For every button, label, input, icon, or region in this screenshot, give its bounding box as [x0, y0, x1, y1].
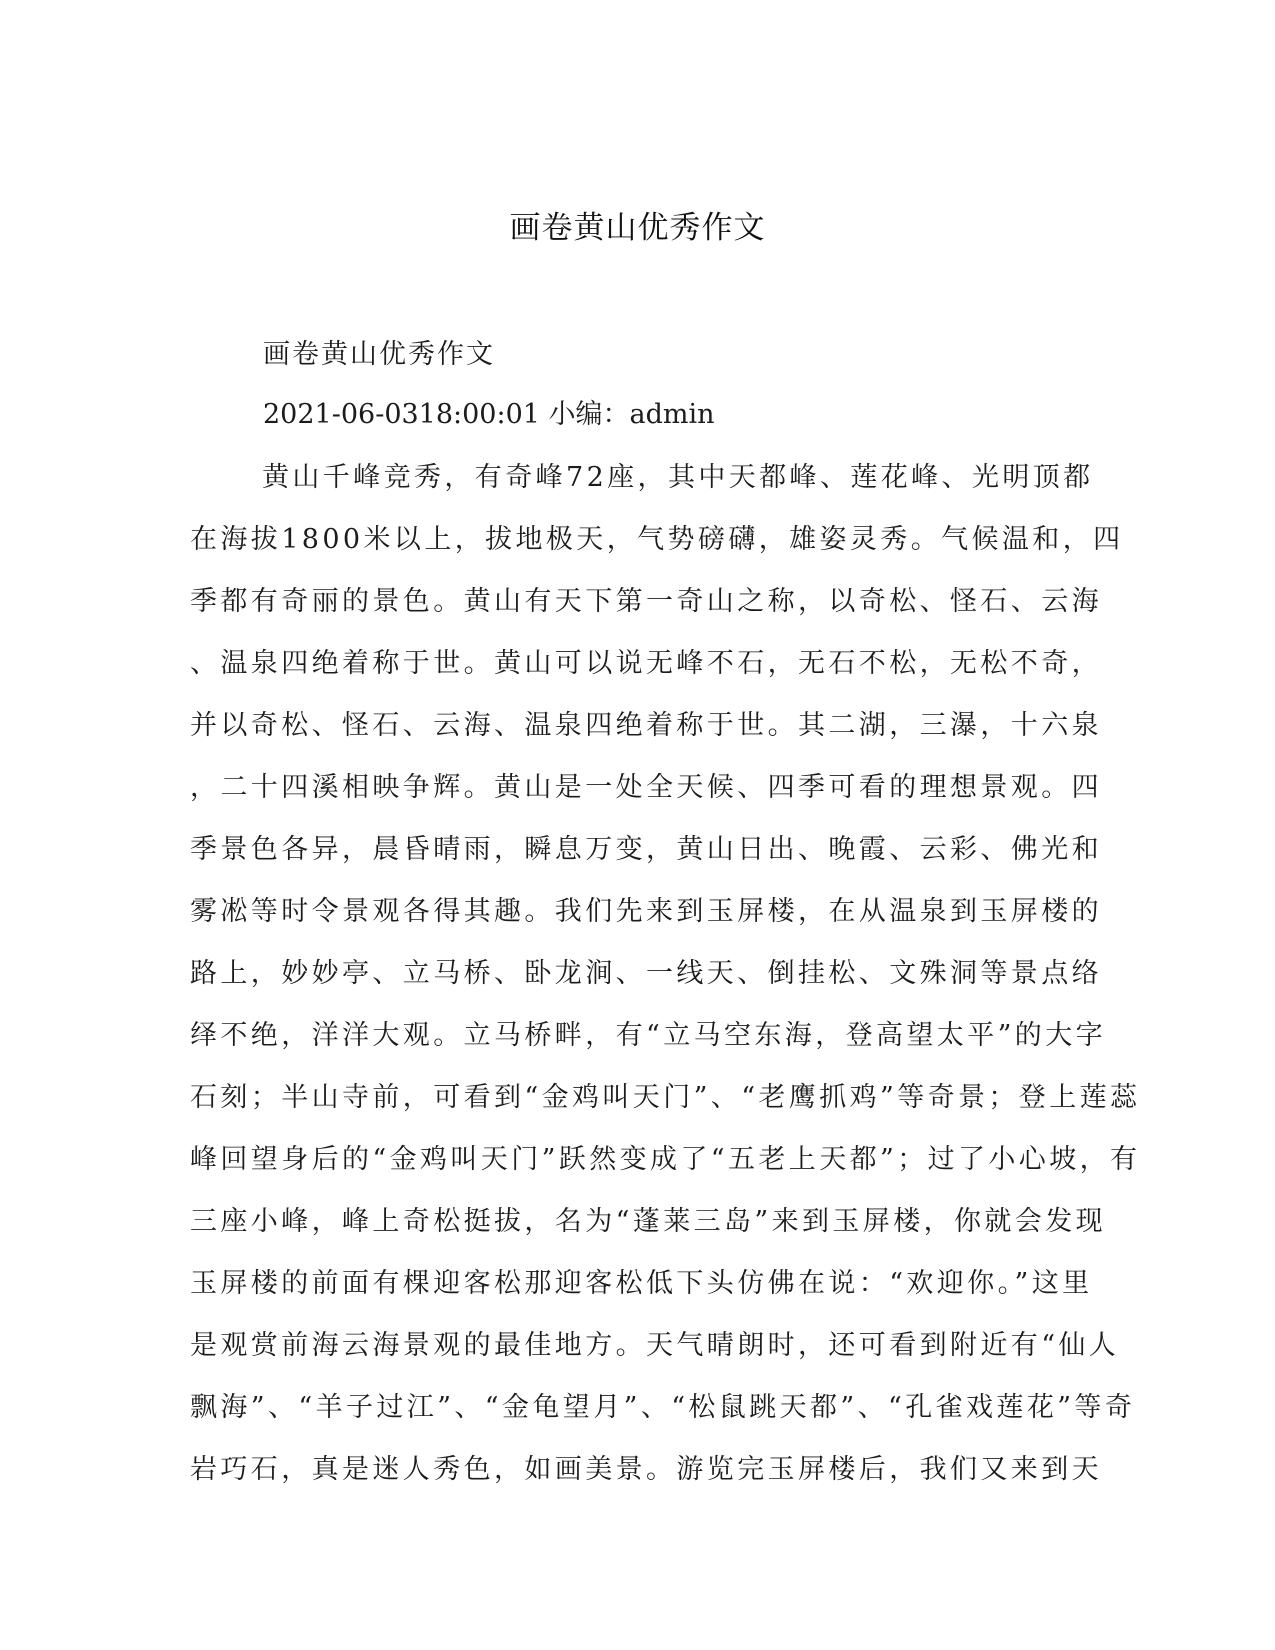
paragraph-line: 玉屏楼的前面有棵迎客松那迎客松低下头仿佛在说：“欢迎你。”这里 [190, 1268, 1093, 1299]
paragraph-line: 并以奇松、怪石、云海、温泉四绝着称于世。其二湖，三瀑，十六泉 [190, 710, 1102, 741]
paragraph-line: 石刻；半山寺前，可看到“金鸡叫天门”、“老鹰抓鸡”等奇景；登上莲蕊 [190, 1082, 1141, 1113]
paragraph-line: 在海拔1800米以上，拔地极天，气势磅礴，雄姿灵秀。气候温和，四 [190, 524, 1124, 555]
paragraph-line: 黄山千峰竞秀，有奇峰72座，其中天都峰、莲花峰、光明顶都 [262, 462, 1094, 493]
paragraph-line: 绎不绝，洋洋大观。立马桥畔，有“立马空东海，登高望太平”的大字 [190, 1020, 1107, 1051]
paragraph-line: 雾凇等时令景观各得其趣。我们先来到玉屏楼，在从温泉到玉屏楼的 [190, 896, 1102, 927]
article-paragraph [190, 447, 1141, 1501]
article-subtitle: 画卷黄山优秀作文 [263, 339, 495, 370]
paragraph-line: ，二十四溪相映争辉。黄山是一处全天候、四季可看的理想景观。四 [190, 772, 1102, 803]
paragraph-line: 飘海”、“羊子过江”、“金龟望月”、“松鼠跳天都”、“孔雀戏莲花”等奇 [190, 1392, 1136, 1423]
paragraph-line: 是观赏前海云海景观的最佳地方。天气晴朗时，还可看到附近有“仙人 [190, 1330, 1120, 1361]
paragraph-line: 季都有奇丽的景色。黄山有天下第一奇山之称，以奇松、怪石、云海 [190, 586, 1102, 617]
paragraph-line: 峰回望身后的“金鸡叫天门”跃然变成了“五老上天都”；过了小心坡，有 [190, 1144, 1141, 1175]
paragraph-line: 季景色各异，晨昏晴雨，瞬息万变，黄山日出、晚霞、云彩、佛光和 [190, 834, 1102, 865]
paragraph-line: 、温泉四绝着称于世。黄山可以说无峰不石，无石不松，无松不奇， [190, 648, 1102, 679]
paragraph-line: 路上，妙妙亭、立马桥、卧龙涧、一线天、倒挂松、文殊洞等景点络 [190, 958, 1102, 989]
paragraph-line: 三座小峰，峰上奇松挺拔，名为“蓬莱三岛”来到玉屏楼，你就会发现 [190, 1206, 1107, 1237]
paragraph-line: 岩巧石，真是迷人秀色，如画美景。游览完玉屏楼后，我们又来到天 [190, 1454, 1102, 1485]
article-meta: 2021-06-0318:00:01 小编：admin [263, 399, 715, 430]
page-title: 画卷黄山优秀作文 [509, 210, 766, 246]
